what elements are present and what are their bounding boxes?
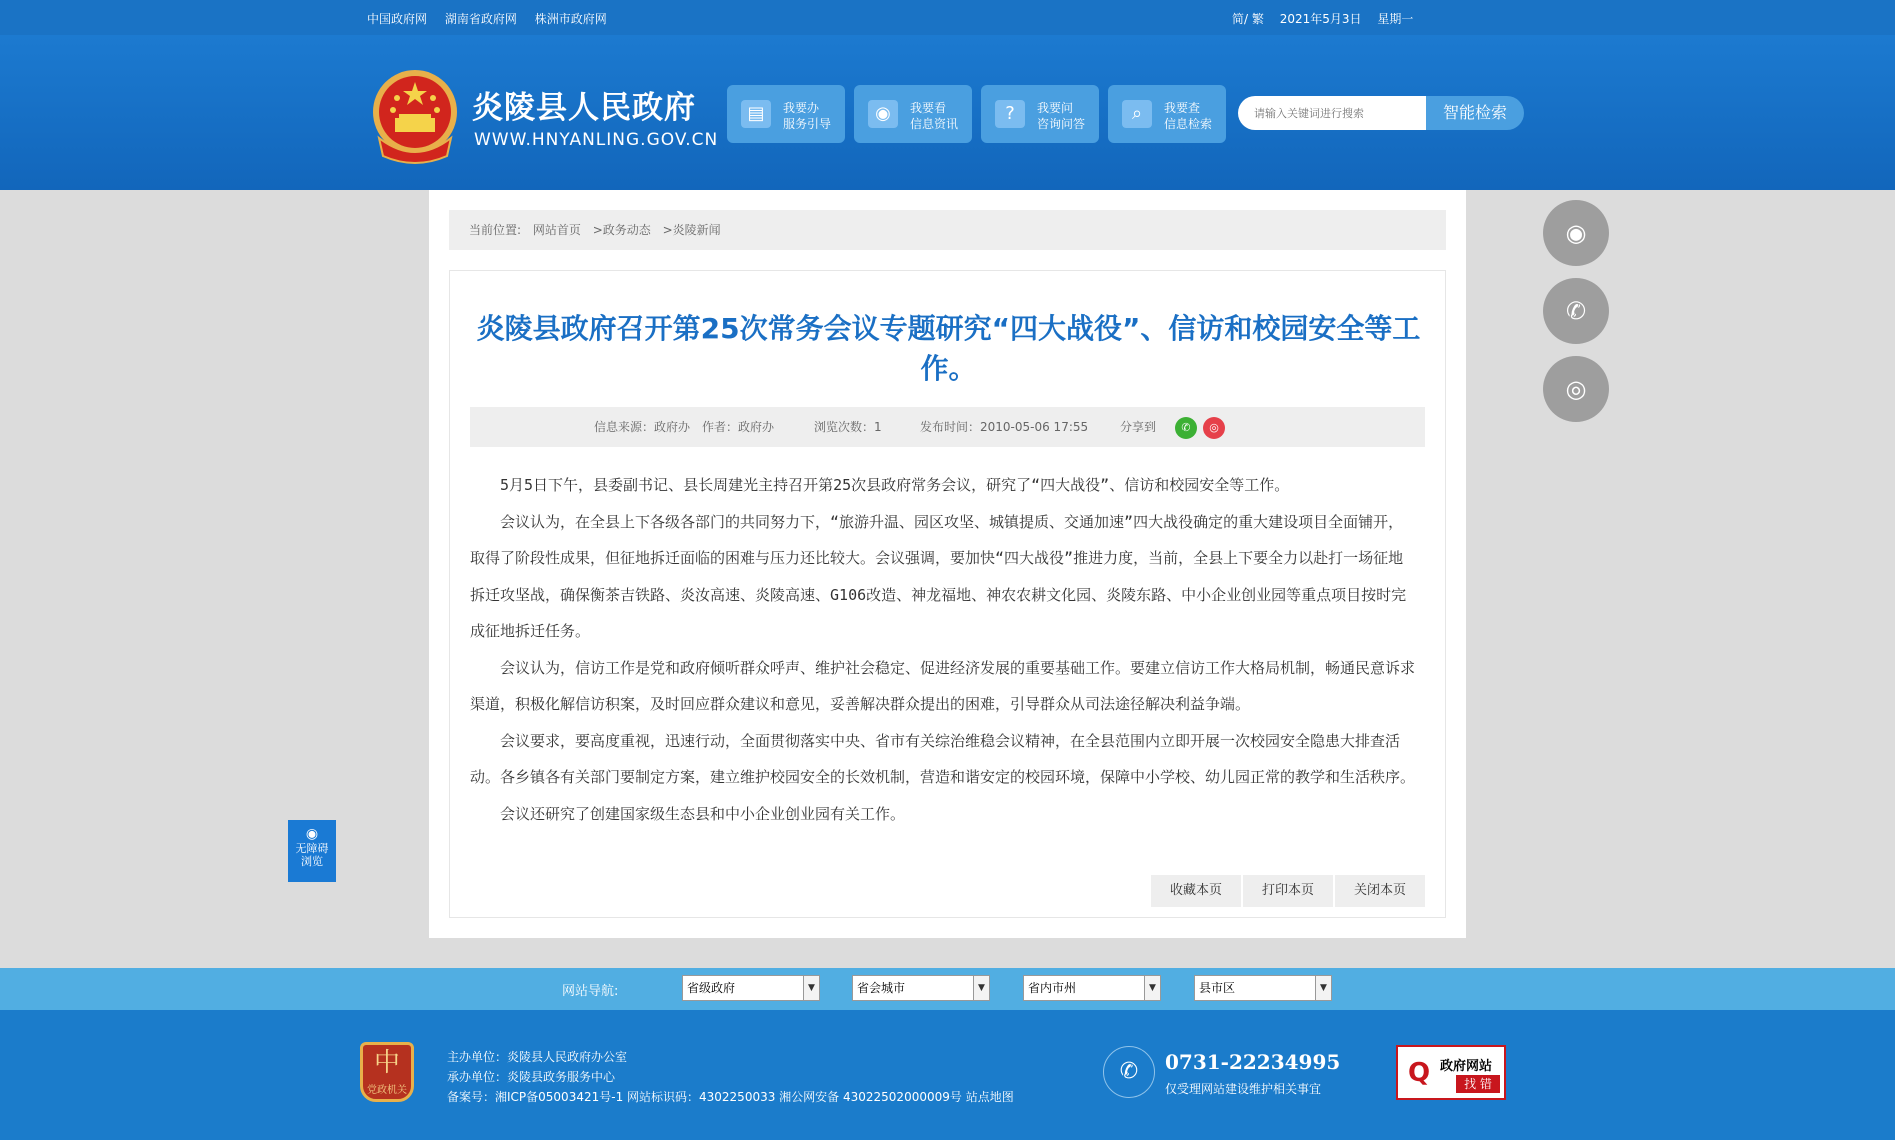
article-paragraph: 会议认为，信访工作是党和政府倾听群众呼声、维护社会稳定、促进经济发展的重要基础工作。要建立信访工作大格局机制，畅通民意诉求渠道，积极化解信访积案，及时回应群众建议和意见，妥善解决群众提出的困难，引导群众从司法途径解决利益争端。 [470,658,1416,713]
footer-host: 主办单位：炎陵县人民政府办公室 [447,1050,628,1064]
site-title: 炎陵县人民政府 [472,90,696,126]
article-tools [1149,875,1425,907]
footer-undertake: 承办单位：炎陵县政务服务中心 [447,1070,616,1084]
national-emblem-icon [367,68,463,168]
report-error-button[interactable] [1396,1045,1506,1100]
footer [0,1010,1895,1140]
select-value: 县市区 [1199,981,1236,995]
close-page-button[interactable]: 关闭本页 [1335,875,1425,907]
article-paragraph: 会议认为，在全县上下各级各部门的共同努力下，“旅游升温、园区攻坚、城镇提质、交通加速”四大战役确定的重大建设项目全面铺开，取得了阶段性成果，但征地拆迁面临的困难与压力还比较大。会议强调，要加快“四大战役”推进力度，当前，全县上下要全力以赴打一场征地拆迁攻坚战，确保衡茶吉铁路、炎汝高速、炎陵高速、G106改造、神龙福地、神农农耕文化园、炎陵东路、中小企业创业园等重点项目按时完成征地拆迁任务。 [470,512,1407,640]
bookmark-button[interactable]: 收藏本页 [1151,875,1241,907]
footer-nav [0,968,1895,1010]
nav-line2: 咨询问答 [1037,117,1086,131]
breadcrumb-label: 当前位置: [469,223,522,237]
float-eye-icon[interactable]: ◉ [1543,200,1609,266]
nav-button-info[interactable] [854,85,972,143]
article-meta [470,407,1425,447]
nav-button-service[interactable] [727,85,845,143]
nav-line1: 我要看 [910,101,947,115]
breadcrumb [449,210,1446,250]
top-right-info [1232,10,1425,27]
meta-views: 浏览次数：1 [814,420,882,434]
print-button[interactable]: 打印本页 [1243,875,1333,907]
weibo-icon[interactable]: ◎ [1203,417,1225,439]
nav-line2: 信息检索 [1164,117,1213,131]
nav-line2: 服务引导 [783,117,832,131]
nav-button-search[interactable] [1108,85,1226,143]
nav-line2: 信息资讯 [910,117,959,131]
clipboard-icon: ▤ [741,100,771,128]
nav-line1: 我要办 [783,101,820,115]
current-weekday: 星期一 [1377,12,1414,26]
nav-line1: 我要问 [1037,101,1074,115]
float-weibo-icon[interactable]: ◎ [1543,356,1609,422]
wechat-icon[interactable]: ✆ [1175,417,1197,439]
select-provincial-gov[interactable] [682,975,820,1001]
badge-text: 党政机关 [367,1085,407,1096]
link-china-gov[interactable]: 中国政府网 [367,12,428,26]
link-zhuzhou-gov[interactable]: 株洲市政府网 [534,12,607,26]
question-icon: ? [995,100,1025,128]
search-input[interactable] [1238,96,1426,130]
select-value: 省会城市 [857,981,906,995]
chevron-down-icon: ▼ [803,976,819,1000]
footer-nav-label: 网站导航: [562,984,619,999]
eye-icon: ◉ [868,100,898,128]
gov-links [367,10,621,27]
select-value: 省级政府 [687,981,736,995]
chevron-down-icon: ▼ [973,976,989,1000]
phone-icon: ✆ [1103,1046,1155,1098]
chevron-down-icon: ▼ [1315,976,1331,1000]
footer-record: 备案号：湘ICP备05003421号-1 网站标识码：4302250033 湘公网安备 43022502000009号 站点地图 [447,1090,1014,1104]
meta-share-label: 分享到 [1120,420,1157,434]
link-hunan-gov[interactable]: 湖南省政府网 [444,12,517,26]
select-capital-cities[interactable] [852,975,990,1001]
breadcrumb-news[interactable]: >政务动态 [592,223,651,237]
article-title: 炎陵县政府召开第25次常务会议专题研究“四大战役”、信访和校园安全等工作。 [476,312,1421,385]
search-icon: ⌕ [1122,100,1152,128]
phone-note: 仅受理网站建设维护相关事宜 [1165,1082,1322,1096]
main-content [429,190,1466,938]
article-paragraph: 会议还研究了创建国家级生态县和中小企业创业园有关工作。 [500,804,906,823]
article-body [470,467,1415,832]
phone-number: 0731-22234995 [1165,1050,1341,1074]
accessibility-button[interactable] [288,820,336,882]
lang-switch[interactable]: 简/ 繁 [1232,12,1264,26]
magnifier-icon: Q [1407,1058,1431,1088]
article-paragraph: 5月5日下午，县委副书记、县长周建光主持召开第25次县政府常务会议，研究了“四大战役”、信访和校园安全等工作。 [500,476,1290,494]
accessibility-line2: 浏览 [301,855,323,868]
nav-line1: 我要查 [1164,101,1201,115]
current-date: 2021年5月3日 [1279,12,1362,26]
article [449,270,1446,918]
breadcrumb-local-news[interactable]: >炎陵新闻 [662,223,721,237]
select-counties[interactable] [1194,975,1332,1001]
eye-icon: ◉ [305,826,319,842]
chevron-down-icon: ▼ [1144,976,1160,1000]
party-government-badge-icon[interactable] [360,1042,414,1102]
accessibility-line1: 无障碍 [295,842,329,855]
breadcrumb-home[interactable]: 网站首页 [532,223,581,237]
nav-button-ask[interactable] [981,85,1099,143]
article-paragraph: 会议要求，要高度重视，迅速行动，全面贯彻落实中央、省市有关综治维稳会议精神，在全县范围内立即开展一次校园安全隐患大排查活动。各乡镇各有关部门要制定方案，建立维护校园安全的长效机制，营造和谐安定的校园环境，保障中小学校、幼儿园正常的教学和生活秩序。 [470,731,1416,786]
site-url: WWW.HNYANLING.GOV.CN [474,130,719,150]
report-error-line1: 政府网站 [1440,1059,1493,1074]
float-wechat-icon[interactable]: ✆ [1543,278,1609,344]
top-bar [0,0,1895,35]
select-value: 省内市州 [1028,981,1077,995]
meta-author: 作者：政府办 [702,420,775,434]
report-error-line2: 找 错 [1456,1075,1500,1093]
select-prefectures[interactable] [1023,975,1161,1001]
meta-published: 发布时间：2010-05-06 17:55 [920,420,1089,434]
header [0,35,1895,190]
meta-source: 信息来源：政府办 [594,420,691,434]
badge-emblem: 中 [373,1048,400,1078]
search-button[interactable]: 智能检索 [1426,96,1524,130]
